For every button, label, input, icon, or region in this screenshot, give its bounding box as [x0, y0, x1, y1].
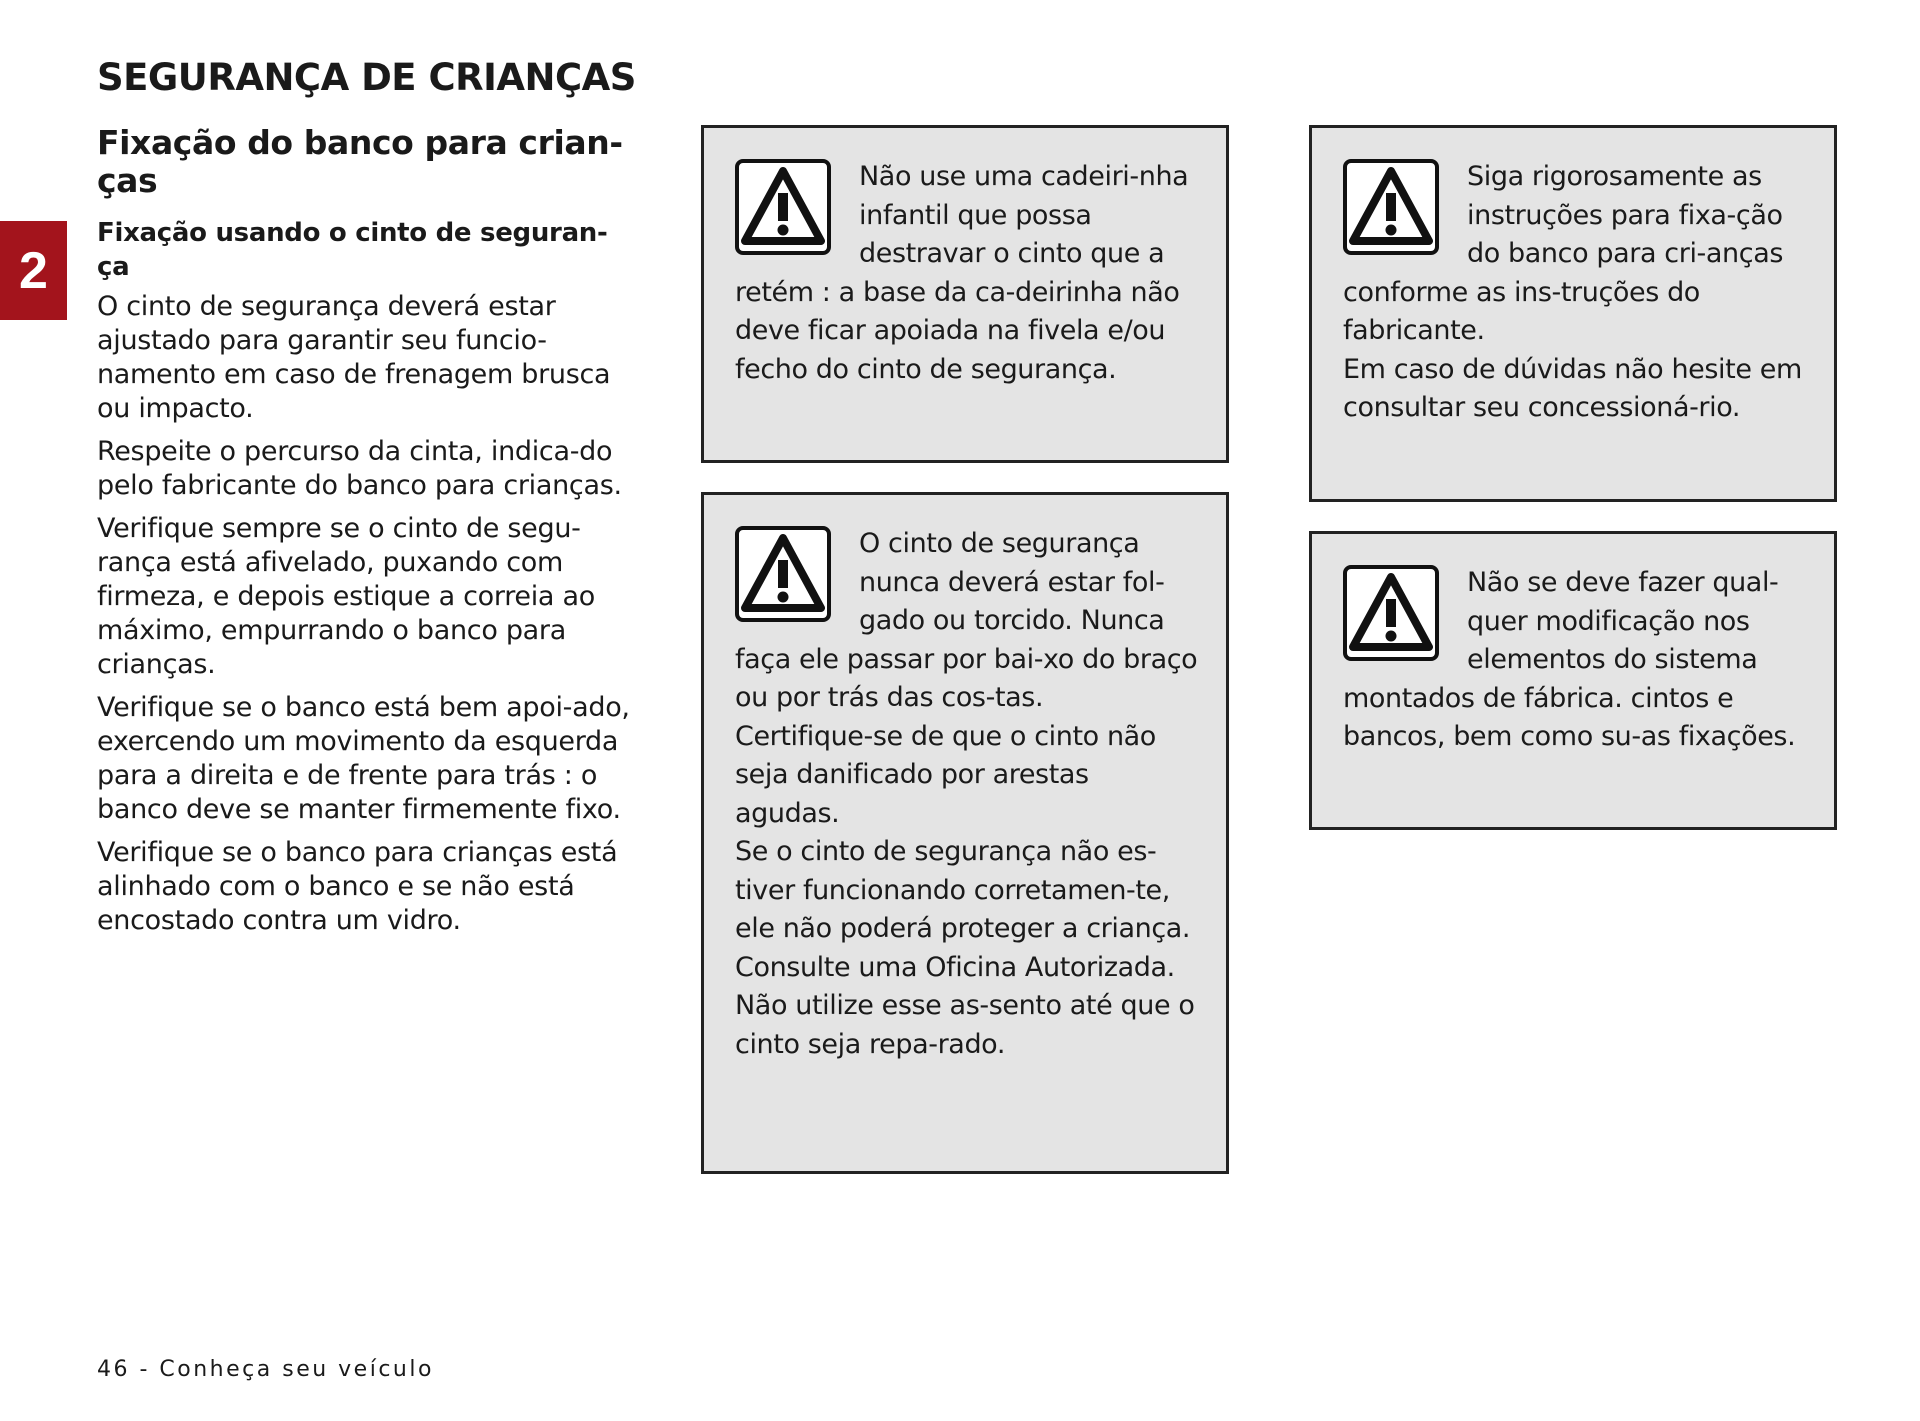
warning-text: Não se deve fazer qual-quer modificação nos elementos do sistema montados de fábrica. cintos e bancos, bem como su-as fixações.: [1343, 567, 1796, 752]
paragraph: Verifique sempre se o cinto de segu-rança está afivelado, puxando com firmeza, e depois estique a correia ao máximo, empurrando o banco para crianças.: [97, 513, 595, 680]
main-text-column: [97, 124, 642, 947]
subsection-title: Fixação usando o cinto de seguran- ça: [97, 218, 608, 282]
paragraph: Verifique se o banco está bem apoi-ado, exercendo um movimento da esquerda para a direita e de frente para trás : o banco deve se manter firmemente fixo.: [97, 692, 630, 825]
warning-text: Não use uma cadeiri-nha infantil que possa destravar o cinto que a retém : a base da ca-deirinha não deve ficar apoiada na fivela e/ou fecho do cinto de segurança.: [735, 161, 1189, 385]
warning-text: Siga rigorosamente as instruções para fixa-ção do banco para cri-anças conforme as ins-truções do fabricante. Em caso de dúvidas não hesite em consultar seu concessioná-rio.: [1343, 161, 1802, 423]
page-title: SEGURANÇA DE CRIANÇAS: [97, 56, 636, 99]
page-footer: 46 - Conheça seu veículo: [97, 1357, 434, 1382]
paragraph: O cinto de segurança deverá estar ajustado para garantir seu funcio-namento em caso de frenagem brusca ou impacto.: [97, 291, 611, 424]
warning-text: O cinto de segurança nunca deverá estar fol-gado ou torcido. Nunca faça ele passar por bai-xo do braço ou por trás das cos-tas. Certifique-se de que o cinto não seja danificado por arestas agudas. Se o cinto de segurança não es-tiver funcionando corretamen-te, ele não poderá proteger a criança. Consulte uma Oficina Autorizada. Não utilize esse as-sento até que o cinto seja repa-rado.: [735, 528, 1198, 1060]
warning-triangle-icon: [1343, 159, 1439, 255]
warning-triangle-icon: [1343, 565, 1439, 661]
warning-triangle-icon: [735, 526, 831, 622]
warning-box-2: [701, 492, 1229, 1174]
warning-box-1: [701, 125, 1229, 463]
paragraph: Verifique se o banco para crianças está alinhado com o banco e se não está encostado contra um vidro.: [97, 837, 618, 936]
chapter-tab: 2: [0, 221, 67, 320]
warning-box-4: [1309, 531, 1837, 830]
warning-box-3: [1309, 125, 1837, 502]
warning-triangle-icon: [735, 159, 831, 255]
paragraph: Respeite o percurso da cinta, indica-do pelo fabricante do banco para crianças.: [97, 436, 622, 501]
section-title: Fixação do banco para crian- ças: [97, 123, 623, 200]
